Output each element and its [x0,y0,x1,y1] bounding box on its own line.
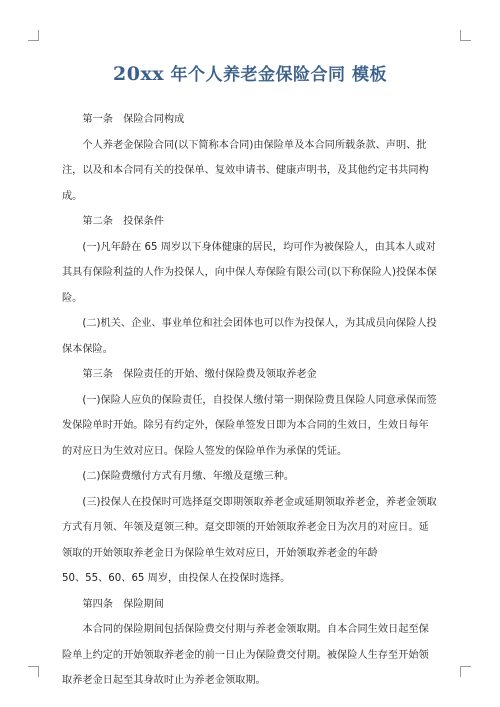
article-3-paragraph-1: (一)保险人应负的保险责任，自投保人缴付第一期保险费且保险人同意承保而签发保险单时开始。除另有约定外，保险单签发日即为本合同的生效日，生效日每年的对应日为生效对应日。保险人签发的保险单作为承保的凭证。 [62,394,437,457]
corner-mark-bottom-right [460,666,471,677]
corner-mark-top-left [28,30,39,41]
article-1-heading: 第一条 保险合同构成 [82,114,185,125]
document-page [62,60,438,694]
article-3-paragraph-2: (二)保险费缴付方式有月缴、年缴及趸缴三种。 [82,471,295,482]
title-text: 年个人养老金保险合同 模板 [164,65,387,85]
title-year: 20xx [113,63,165,85]
document-title [62,60,438,85]
article-4-paragraph: 本合同的保险期间包括保险费交付期与养老金领取期。自本合同生效日起至保险单上约定的开始领取养老金的前一日止为保险费交付期。被保险人生存至开始领取养老金日起至其身故时止为养老金领取期。 [62,624,429,686]
article-2-paragraph-2: (二)机关、企业、事业单位和社会团体也可以作为投保人，为其成员向保险人投保本保险。 [62,318,437,355]
article-4-heading: 第四条 保险期间 [82,598,164,610]
article-3-heading: 第三条 保险责任的开始、缴付保险费及领取养老金 [82,369,317,380]
corner-mark-bottom-left [28,666,39,677]
article-1-paragraph: 个人养老金保险合同(以下简称本合同)由保险单及本合同所载条款、声明、批注，以及和本合同有关的投保单、复效申请书、健康声明书，及其他约定书共同构成。 [62,139,429,202]
article-3-paragraph-3: (三)投保人在投保时可选择趸交即期领取养老金或延期领取养老金，养老金领取方式有月领、年领及趸领三种。趸交即领的开始领取养老金日为次月的对应日。延领取的开始领取养老金日为保险单生效对应日，开始领取养老金的年龄 [62,496,437,559]
article-2-heading: 第二条 投保条件 [82,216,164,227]
article-2-paragraph-1: (一)凡年龄在 65 周岁以下身体健康的居民，均可作为被保险人，由其本人或对其具有保险利益的人作为投保人，向中保人寿保险有限公司(以下称保险人)投保本保险。 [62,241,437,304]
article-3-paragraph-3-continued: 50、55、60、65 周岁，由投保人在投保时选择。 [62,573,291,584]
corner-mark-top-right [460,30,471,41]
